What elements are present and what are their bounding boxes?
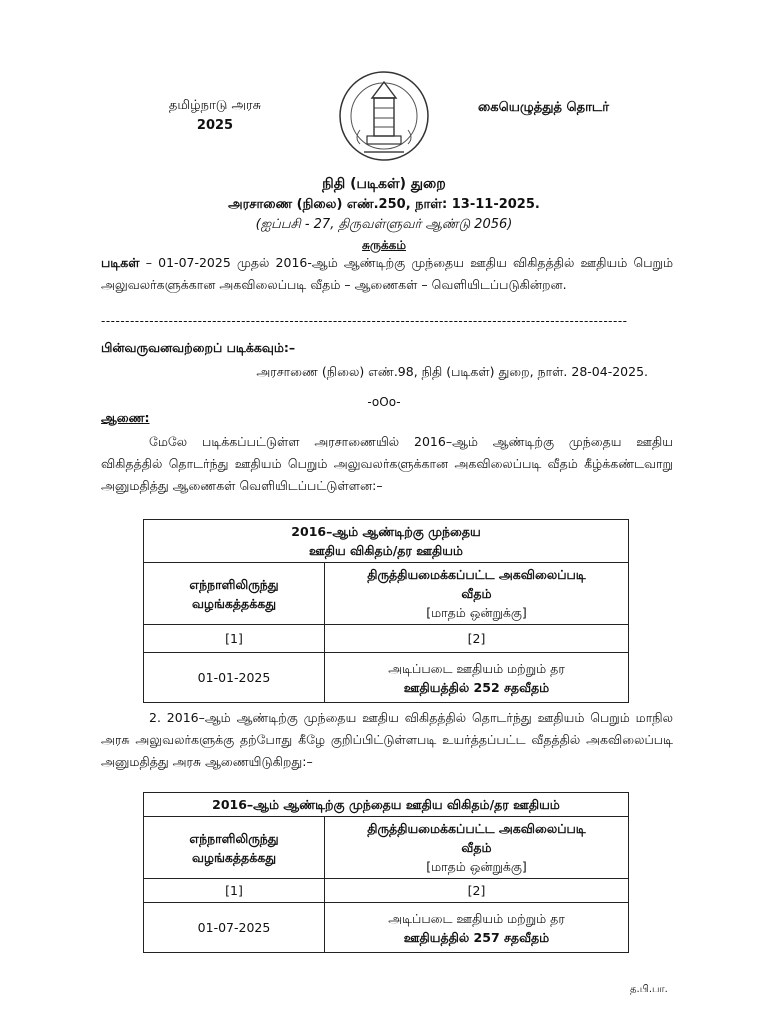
- department-name: நிதி (படிகள்) துறை: [322, 176, 446, 192]
- da-rate-table-2: [143, 792, 629, 953]
- government-name: தமிழ்நாடு அரசு: [168, 98, 262, 113]
- table1-rate: [325, 653, 629, 703]
- table2-colnum-1: [1]: [144, 879, 325, 903]
- header-year: 2025: [196, 118, 234, 133]
- table2-title: 2016–ஆம் ஆண்டிற்கு முந்தைய ஊதிய விகிதம்/தர ஊதியம்: [144, 793, 629, 817]
- summary-paragraph: [101, 252, 673, 296]
- table2-rate-line1: அடிப்படை ஊதியம் மற்றும் தர: [388, 910, 565, 926]
- reference-go: அரசாணை (நிலை) எண்.98, நிதி (படிகள்) துறை, நாள். 28-04-2025.: [256, 364, 648, 379]
- table1-rate-line2: ஊதியத்தில் 252 சதவீதம்: [403, 679, 550, 695]
- read-heading: பின்வருவனவற்றைப் படிக்கவும்:–: [101, 340, 296, 355]
- table1-title-line2: ஊதிய விகிதம்/தர ஊதியம்: [309, 543, 463, 558]
- table1-col1-line2: வழங்கத்தக்கது: [191, 595, 277, 611]
- table1-title-line1: 2016–ஆம் ஆண்டிற்கு முந்தைய: [291, 524, 481, 539]
- table2-rate: [325, 903, 629, 953]
- order-heading: ஆணை:: [101, 410, 150, 425]
- order-paragraph-2: 2. 2016–ஆம் ஆண்டிற்கு முந்தைய ஊதிய விகிதத்தில் தொடர்ந்து ஊதியம் பெறும் மாநில அரசு அலுவலர்களுக்கு தற்போது கீழே குறிப்பிட்டுள்ளபடி உயர்த்தப்பட்ட வீதத்தில் அகவிலைப்படி அனுமதித்து அரசு ஆணையிடுகிறது:–: [101, 710, 673, 769]
- table2-col2-line1: திருத்தியமைக்கப்பட்ட அகவிலைப்படி: [367, 821, 586, 836]
- summary-text: – 01-07-2025 முதல் 2016-ஆம் ஆண்டிற்கு முந்தைய ஊதிய விகிதத்தில் ஊதியம் பெறும் அலுவலர்களுக்கான அகவிலைப்படி வீதம் – ஆணைகள் – வெளியிடப்படுகின்றன.: [101, 255, 673, 292]
- table1-col2-line1: திருத்தியமைக்கப்பட்ட அகவிலைப்படி: [367, 567, 586, 582]
- signature-series-label: கையெழுத்துத் தொடர்: [478, 100, 610, 115]
- table2-col2-line2: வீதம்: [461, 840, 492, 855]
- footer-initials: த.பி.பா.: [630, 984, 668, 995]
- table2-col1-line1: எந்நாளிலிருந்து: [189, 830, 279, 846]
- table2-col1-line2: வழங்கத்தக்கது: [191, 849, 277, 865]
- go-number-date: அரசாணை (நிலை) எண்.250, நாள்: 13-11-2025.: [228, 197, 540, 212]
- table1-col1-line1: எந்நாளிலிருந்து: [189, 576, 279, 592]
- header-government: [150, 96, 280, 136]
- table2-col1-header: [144, 817, 325, 879]
- da-rate-table-1: [143, 519, 629, 703]
- dashed-divider: -------------------------------------------------------------------------------------------------------------: [101, 314, 628, 328]
- summary-heading: சுருக்கம்: [362, 238, 406, 252]
- table1-col2-line2: வீதம்: [461, 586, 492, 601]
- table1-title: [144, 520, 629, 563]
- tamil-calendar-date: (ஐப்பசி - 27, திருவள்ளுவர் ஆண்டு 2056): [255, 217, 513, 232]
- table1-col2-header: [325, 563, 629, 625]
- table2-rate-line2: ஊதியத்தில் 257 சதவீதம்: [403, 929, 550, 945]
- table1-colnum-2: [2]: [325, 625, 629, 653]
- table1-col2-line3: [மாதம் ஒன்றுக்கு]: [426, 605, 527, 620]
- table1-effective-date: 01-01-2025: [144, 653, 325, 703]
- table2-col2-header: [325, 817, 629, 879]
- order-paragraph-1: மேலே படிக்கப்பட்டுள்ள அரசாணையில் 2016–ஆம் ஆண்டிற்கு முந்தைய ஊதிய விகிதத்தில் தொடர்ந்து ஊதியம் பெறும் அலுவலர்களுக்கான அகவிலைப்படி வீதம் கீழ்க்கண்டவாறு அனுமதித்து ஆணைகள் வெளியிடப்பட்டுள்ளன:–: [101, 434, 673, 493]
- table1-colnum-1: [1]: [144, 625, 325, 653]
- state-emblem-icon: [334, 68, 434, 166]
- table1-rate-line1: அடிப்படை ஊதியம் மற்றும் தர: [388, 660, 565, 676]
- table1-col1-header: [144, 563, 325, 625]
- section-separator: -oOo-: [367, 395, 401, 409]
- table2-colnum-2: [2]: [325, 879, 629, 903]
- table2-col2-line3: [மாதம் ஒன்றுக்கு]: [426, 859, 527, 874]
- summary-lead: படிகள்: [101, 255, 140, 270]
- table2-effective-date: 01-07-2025: [144, 903, 325, 953]
